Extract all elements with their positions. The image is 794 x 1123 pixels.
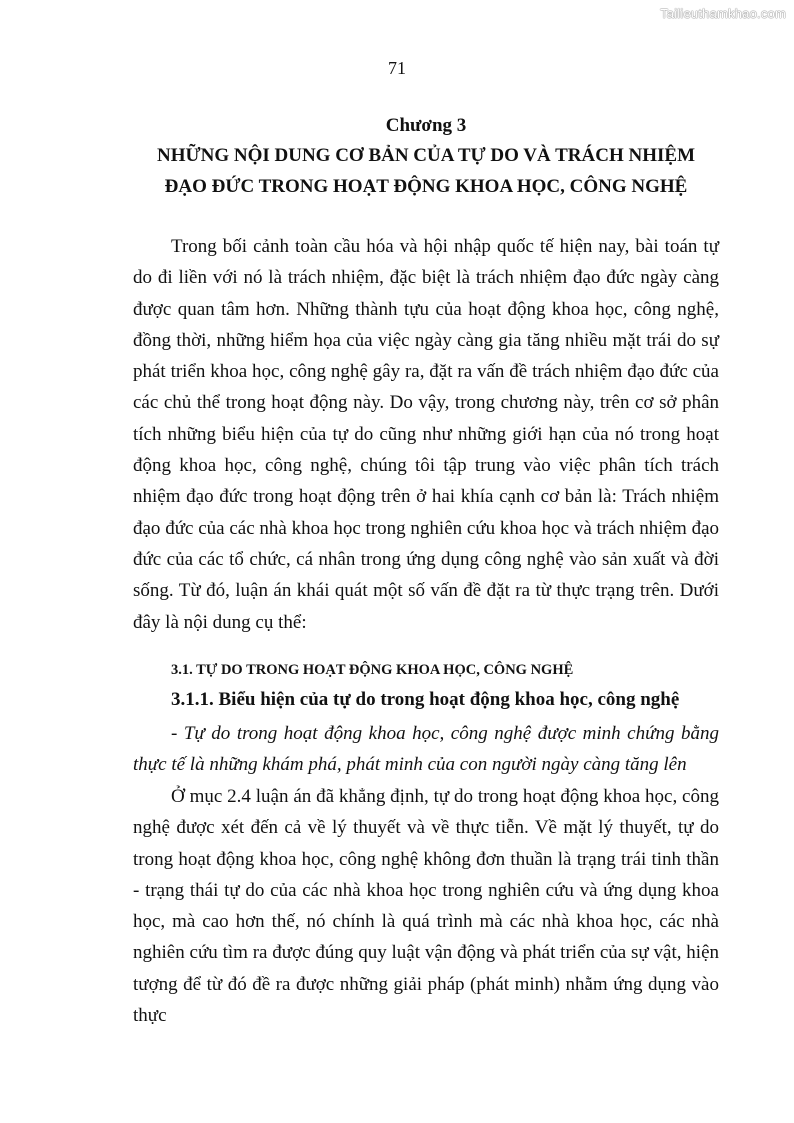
chapter-label: Chương 3 — [385, 115, 467, 136]
italic-point: - Tự do trong hoạt động khoa học, công nghệ được minh chứng bằng thực tế là những khám phá, phát minh của con người ngày càng tăng lên — [133, 723, 719, 776]
chapter-title-line-1: NHỮNG NỘI DUNG CƠ BẢN CỦA TỰ DO VÀ TRÁCH NHIỆM — [156, 145, 695, 166]
body-paragraph: Ở mục 2.4 luận án đã khẳng định, tự do trong hoạt động khoa học, công nghệ được xét đến cả về lý thuyết và về thực tiễn. Về mặt lý thuyết, tự do trong hoạt động khoa học, công nghệ không đơn thuần là trạng trái tinh thần - trạng thái tự do của các nhà khoa học trong nghiên cứu và ứng dụng khoa học, mà cao hơn thế, nó chính là quá trình mà các nhà khoa học, các nhà nghiên cứu tìm ra được đúng quy luật vận động và phát triển của sự vật, hiện tượng để từ đó đề ra được những giải pháp (phát minh) nhằm ứng dụng vào thực — [133, 786, 719, 1027]
chapter-title-line-2: ĐẠO ĐỨC TRONG HOẠT ĐỘNG KHOA HỌC, CÔNG NGHỆ — [164, 176, 688, 197]
subsection-heading: 3.1.1. Biểu hiện của tự do trong hoạt động khoa học, công nghệ — [171, 689, 680, 710]
watermark: Tailieuthamkhao.com — [660, 6, 786, 21]
section-heading: 3.1. TỰ DO TRONG HOẠT ĐỘNG KHOA HỌC, CÔNG NGHỆ — [171, 662, 574, 678]
page-number: 71 — [388, 58, 406, 78]
intro-paragraph: Trong bối cảnh toàn cầu hóa và hội nhập quốc tế hiện nay, bài toán tự do đi liền với nó là trách nhiệm, đặc biệt là trách nhiệm đạo đức ngày càng được quan tâm hơn. Những thành tựu của hoạt động khoa học, công nghệ, đồng thời, những hiểm họa của việc ngày càng gia tăng nhiều mặt trái do sự phát triển khoa học, công nghệ gây ra, đặt ra vấn đề trách nhiệm đạo đức của các chủ thể trong hoạt động này. Do vậy, trong chương này, trên cơ sở phân tích những biểu hiện của tự do cũng như những giới hạn của nó trong hoạt động khoa học, công nghệ, chúng tôi tập trung vào việc phân tích trách nhiệm đạo đức trong hoạt động trên ở hai khía cạnh cơ bản là: Trách nhiệm đạo đức của các nhà khoa học trong nghiên cứu khoa học và trách nhiệm đạo đức của các tổ chức, cá nhân trong ứng dụng công nghệ vào sản xuất và đời sống. Từ đó, luận án khái quát một số vấn đề đặt ra từ thực trạng trên. Dưới đây là nội dung cụ thể: — [133, 236, 719, 633]
